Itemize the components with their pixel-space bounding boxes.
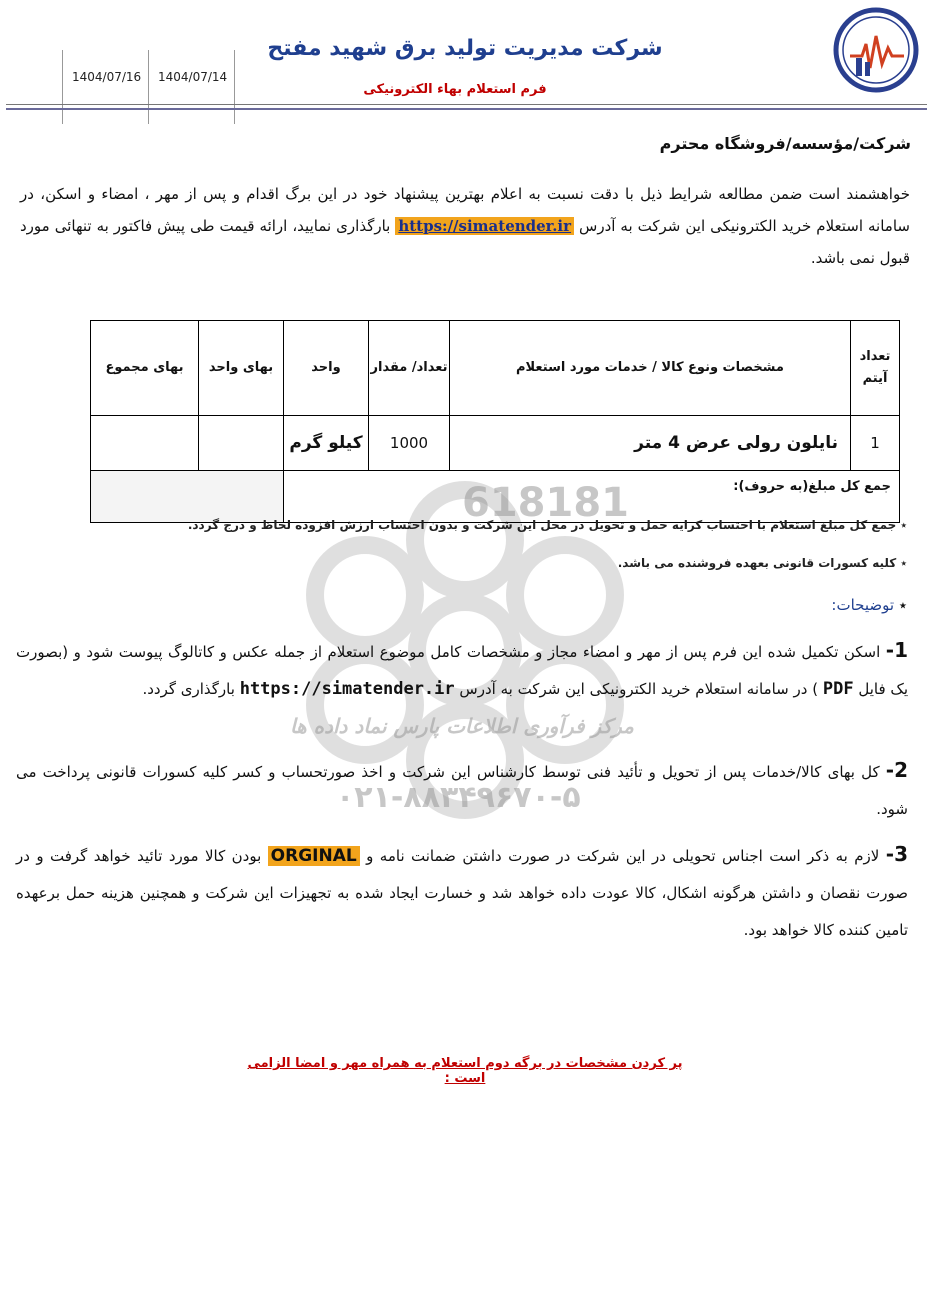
intro-text-1: خواهشمند است ضمن مطالعه شرایط ذیل با دقت نسبت به اعلام بهترین پیشنهاد خود در این برگ اقدام و پس از مهر ، امضاء و اسکن، در سامانه استعلام خرید الکترونیکی این شرکت به آدرس xyxy=(20,185,910,235)
sum-label: جمع کل مبلغ(به حروف): xyxy=(284,471,900,523)
explanations-heading: ٭ توضیحات: xyxy=(831,596,907,614)
bullet-icon: ٭ xyxy=(894,596,907,614)
date-box-border xyxy=(62,50,63,124)
original-highlight: ORGINAL xyxy=(268,846,360,866)
bullet-icon: ٭ xyxy=(896,556,907,570)
col-total-price: بهای مجموع xyxy=(91,321,199,416)
note-item: ٭ کلیه کسورات قانونی بعهده فروشنده می باشد. xyxy=(617,556,907,570)
row-unit-price[interactable] xyxy=(199,416,284,471)
watermark-phone: ۰۲۱-۸۸۳۴۹۶۷۰-۵ xyxy=(336,780,581,815)
company-logo-icon xyxy=(832,6,920,94)
date-value: 1404/07/14 xyxy=(158,70,228,84)
col-description: مشخصات ونوع کالا / خدمات مورد استعلام xyxy=(450,321,851,416)
item-number: 2- xyxy=(885,758,908,782)
col-item-count: تعداد آیتم xyxy=(851,321,900,416)
footer-note: پر کردن مشخصات در برگه دوم استعلام به همراه مهر و امضا الزامی است : xyxy=(247,1056,683,1086)
row-quantity: 1000 xyxy=(369,416,450,471)
watermark-company: مرکز فرآوری اطلاعات پارس نماد داده ها xyxy=(290,714,634,738)
watermark-number: 618181 xyxy=(462,480,629,526)
explanation-item-1: 1- اسکن تکمیل شده این فرم پس از مهر و امضاء مجاز و مشخصات کامل موضوع استعلام از جمله عکس و کاتالوگ پیوست شود و (بصورت یک فایل PDF ) در سامانه استعلام خرید الکترونیکی این شرکت به آدرس https://simatender.ir بارگذاری گردد. xyxy=(16,638,908,699)
bullet-icon: ٭ xyxy=(896,518,907,532)
table-sum-row xyxy=(91,471,900,523)
intro-text-2: بارگذاری نمایید، ارائه قیمت طی پیش فاکتور به تنهائی مورد قبول نمی باشد. xyxy=(20,217,910,267)
col-quantity: تعداد/ مقدار xyxy=(369,321,450,416)
note-item: ٭ جمع کل مبلغ استعلام با احتساب کرایه حمل و تحویل در محل این شرکت و بدون احتساب ارزش افزوده لحاظ و درج گردد. xyxy=(187,518,907,532)
greeting: شرکت/مؤسسه/فروشگاه محترم xyxy=(659,134,911,153)
header-divider xyxy=(6,104,927,105)
item-number: 1- xyxy=(885,638,908,662)
row-unit: کیلو گرم xyxy=(284,416,369,471)
explanation-item-2: 2- کل بهای کالا/خدمات پس از تحویل و تأئید فنی توسط کارشناس این شرکت و اخذ صورتحساب و کسر کلیه کسورات قانونی پرداخت می شود. xyxy=(16,758,908,818)
table-row xyxy=(91,416,900,471)
col-unit-price: بهای واحد xyxy=(199,321,284,416)
sum-value[interactable] xyxy=(91,471,284,523)
row-total-price[interactable] xyxy=(91,416,199,471)
company-title: شرکت مدیریت تولید برق شهید مفتح xyxy=(267,36,663,61)
table-header-row xyxy=(91,321,900,416)
date-value: 1404/07/16 xyxy=(72,70,142,84)
items-table xyxy=(90,320,900,523)
form-title: فرم استعلام بهاء الکترونیکی xyxy=(363,82,547,97)
date-box-border xyxy=(148,50,149,124)
explanation-item-3: 3- لازم به ذکر است اجناس تحویلی در این شرکت در صورت داشتن ضمانت نامه و ORGINAL بودن کالا مورد تائید خواهد گرفت و در صورت نقصان و داشتن هرگونه اشکال، کالا عودت داده خواهد شد و خسارت ایجاد شده به تجهیزات این شرکت و همچنین هزینه حمل برعهده تامین کننده کالا خواهد بود. xyxy=(16,842,908,939)
header-divider xyxy=(6,108,927,110)
row-index: 1 xyxy=(851,416,900,471)
col-unit: واحد xyxy=(284,321,369,416)
item-number: 3- xyxy=(885,842,908,866)
intro-link[interactable]: https://simatender.ir xyxy=(395,217,574,235)
intro-paragraph xyxy=(20,178,910,274)
pdf-label: PDF xyxy=(822,679,854,699)
row-description: نایلون رولی عرض 4 متر xyxy=(450,416,851,471)
date-box-border xyxy=(234,50,235,124)
item-link[interactable]: https://simatender.ir xyxy=(239,679,455,699)
